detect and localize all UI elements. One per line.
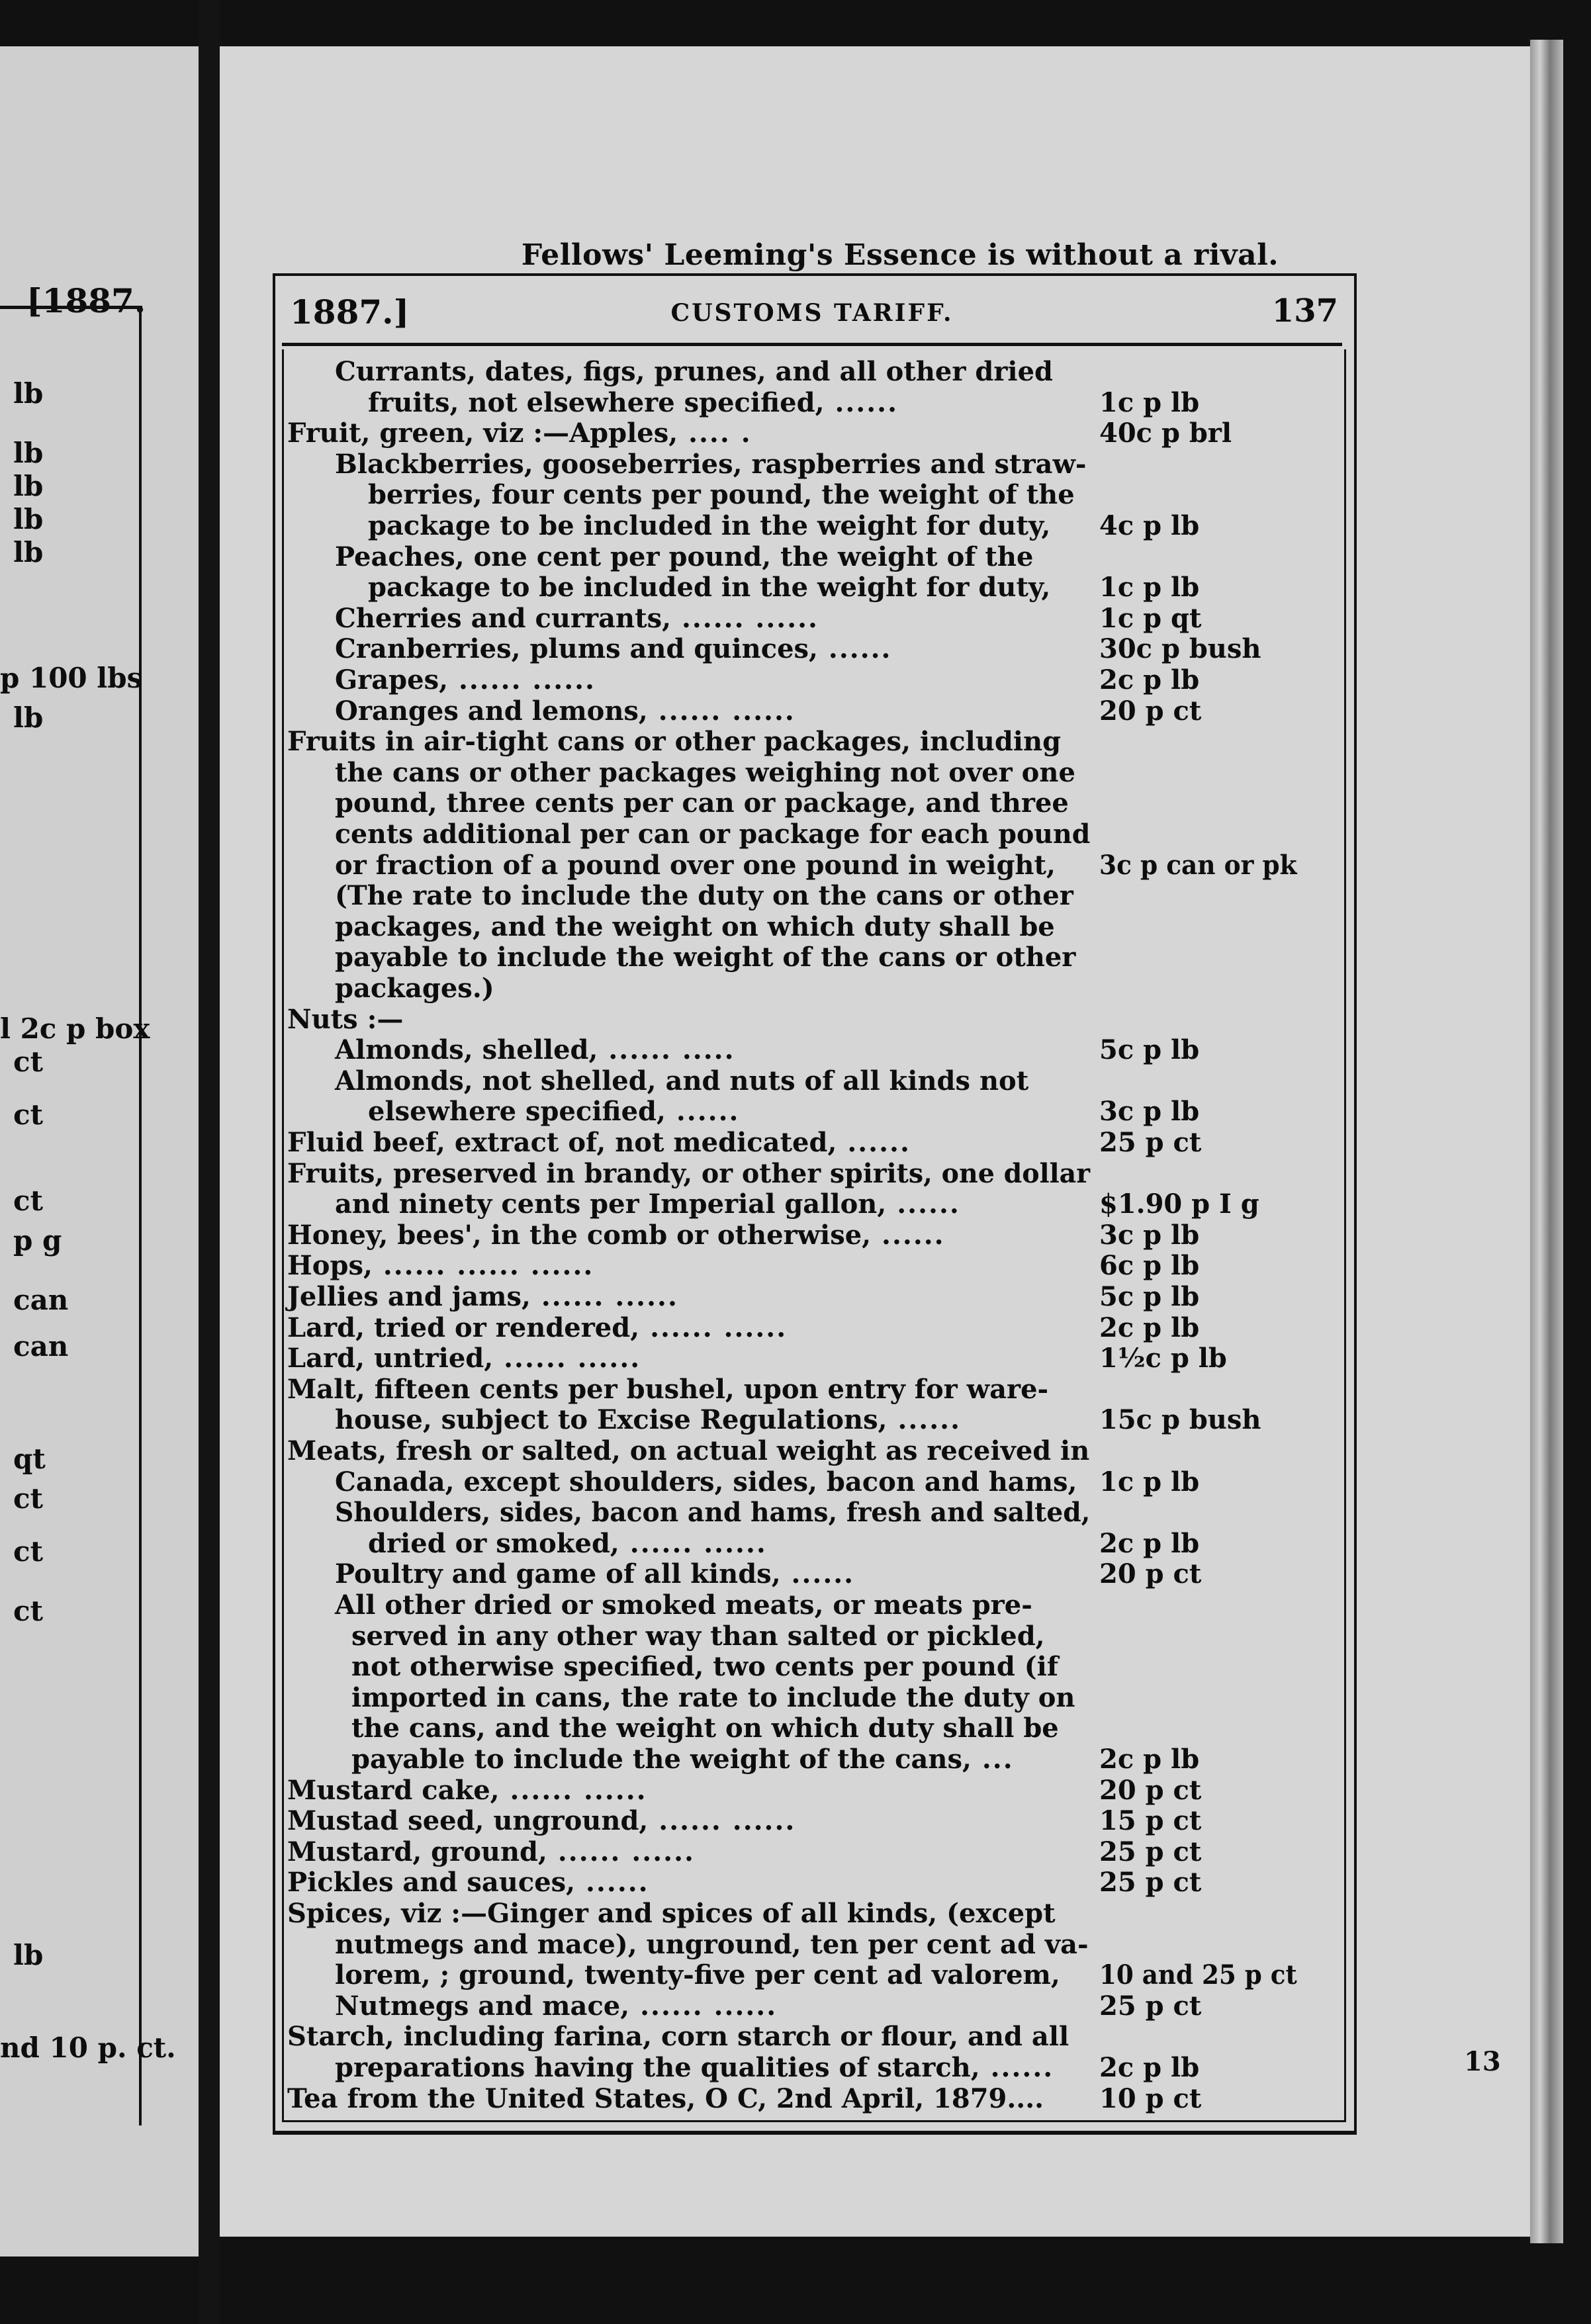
left-fragment: ct	[13, 1595, 43, 1627]
left-fragment: p 100 lbs	[0, 662, 143, 694]
duty-rate: 4c p lb	[1099, 510, 1200, 541]
tariff-line-text: Fruits in air-tight cans or other packages, including	[287, 726, 1062, 758]
tariff-line-text: lorem, ; ground, twenty-five per cent ad valorem,	[335, 1959, 1060, 1991]
tariff-line-text: Honey, bees', in the comb or otherwise,	[287, 1219, 872, 1251]
duty-rate: 1c p qt	[1099, 602, 1202, 634]
duty-rate: 2c p lb	[1099, 664, 1200, 695]
duty-rate: 1c p lb	[1099, 572, 1200, 603]
tariff-line	[287, 1005, 403, 1034]
tariff-line	[287, 1899, 1056, 1928]
tariff-line	[335, 881, 1073, 911]
duty-rate: 25 p ct	[1099, 1867, 1202, 1899]
tariff-line-text: (The rate to include the duty on the cans or other	[335, 880, 1073, 912]
tariff-line	[351, 1745, 1014, 1774]
page-edge	[1530, 40, 1563, 2243]
page-number: 137	[1271, 292, 1338, 330]
tariff-line	[335, 820, 1090, 849]
duty-rate: 2c p lb	[1099, 1312, 1200, 1343]
tariff-line-text: nutmegs and mace), unground, ten per cent ad va-	[335, 1928, 1089, 1960]
tariff-line	[335, 1190, 960, 1219]
tariff-line-text: Pickles and sauces,	[287, 1867, 576, 1899]
left-fragment: lb	[13, 470, 44, 502]
left-fragment: ct	[13, 1482, 43, 1515]
leader-dots: ...... ......	[619, 1527, 767, 1559]
leader-dots: ...... ......	[647, 695, 796, 727]
leader-dots: .... .	[678, 418, 752, 449]
tariff-line-text: Fruits, preserved in brandy, or other spirits, one dollar	[287, 1157, 1091, 1189]
tariff-line-text: Starch, including farina, corn starch or flour, and all	[287, 2021, 1069, 2053]
tariff-line	[335, 450, 1087, 479]
tariff-line-text: Hops,	[287, 1250, 373, 1282]
tariff-line	[335, 604, 819, 633]
tariff-line	[335, 1930, 1089, 1959]
tariff-line	[351, 1714, 1059, 1743]
tariff-line-text: the cans, and the weight on which duty shall be	[351, 1713, 1059, 1744]
left-header-year: [1887.	[26, 281, 146, 320]
tariff-line	[287, 1282, 678, 1312]
tariff-line	[287, 727, 1061, 756]
leader-dots: ...... ......	[493, 1343, 641, 1374]
tariff-line	[368, 512, 1050, 541]
tariff-line-text: cents additional per can or package for each pound	[335, 819, 1091, 850]
right-page	[220, 46, 1530, 2237]
tariff-line	[368, 1529, 767, 1558]
tariff-line-text: Cranberries, plums and quinces,	[335, 633, 818, 665]
tariff-line-text: and ninety cents per Imperial gallon,	[335, 1188, 887, 1220]
leader-dots: ...... .....	[598, 1034, 735, 1066]
duty-rate: 2c p lb	[1099, 2052, 1200, 2083]
tariff-line	[287, 1344, 641, 1373]
tariff-line	[287, 1868, 649, 1897]
duty-rate: 1c p lb	[1099, 386, 1200, 418]
tariff-line-text: Blackberries, gooseberries, raspberries and straw-	[335, 448, 1087, 480]
tariff-line-text: Malt, fifteen cents per bushel, upon entry for ware-	[287, 1373, 1049, 1405]
leader-dots: ......	[886, 1188, 960, 1220]
leader-dots: ...... ...... ......	[372, 1250, 594, 1282]
duty-rate: 3c p can or pk	[1099, 849, 1297, 881]
tariff-line-text: packages.)	[335, 973, 494, 1004]
tariff-line-text: Mustad seed, unground,	[287, 1805, 649, 1837]
tariff-line-text: Meats, fresh or salted, on actual weight as received in	[287, 1435, 1090, 1466]
left-fragment: lb	[13, 377, 44, 410]
tariff-line-text: Poultry and game of all kinds,	[335, 1558, 781, 1590]
tariff-line-text: Canada, except shoulders, sides, bacon and hams,	[335, 1466, 1077, 1497]
tariff-line-text: fruits, not elsewhere specified,	[368, 386, 825, 418]
tariff-line	[351, 1622, 1045, 1651]
duty-rate: 20 p ct	[1099, 1774, 1202, 1806]
tariff-line-text: Nutmegs and mace,	[335, 1990, 630, 2022]
tariff-line	[335, 543, 1033, 572]
leader-dots: ......	[780, 1558, 855, 1590]
tariff-line	[368, 1097, 739, 1126]
leader-dots: ...... ......	[530, 1281, 678, 1312]
tariff-line-text: berries, four cents per pound, the weight of the	[368, 479, 1075, 511]
left-fragment: lb	[13, 701, 44, 734]
tariff-line-text: Cherries and currants,	[335, 602, 672, 634]
tariff-line	[287, 1221, 945, 1250]
duty-rate: 2c p lb	[1099, 1744, 1200, 1775]
tariff-line-text: Almonds, not shelled, and nuts of all kinds not	[335, 1065, 1029, 1096]
tariff-line	[335, 1591, 1032, 1620]
tariff-line-text: Currants, dates, figs, prunes, and all other dried	[335, 356, 1054, 387]
tariff-line	[368, 388, 898, 418]
leader-dots: ...... ......	[648, 1805, 796, 1837]
tariff-line-text: Grapes,	[335, 664, 449, 695]
tariff-line-text: imported in cans, the rate to include the duty on	[351, 1681, 1075, 1713]
tariff-line	[335, 1992, 777, 2021]
duty-rate: 5c p lb	[1099, 1281, 1200, 1312]
tariff-line-text: Fruit, green, viz :—Apples,	[287, 418, 678, 449]
tariff-line	[287, 419, 752, 448]
tariff-line-text: served in any other way than salted or pickled,	[351, 1620, 1045, 1652]
duty-rate: 10 and 25 p ct	[1099, 1959, 1297, 1991]
duty-rate: 30c p bush	[1099, 633, 1261, 665]
duty-rate: 3c p lb	[1099, 1096, 1200, 1128]
bottom-rule	[273, 2131, 1357, 2133]
tariff-line	[335, 913, 1055, 942]
tariff-line-text: Oranges and lemons,	[335, 695, 648, 727]
tariff-line-text: the cans or other packages weighing not over one	[335, 756, 1075, 788]
left-header-rule	[0, 306, 142, 309]
left-fragment: ct	[13, 1098, 43, 1131]
leader-dots: ......	[824, 386, 898, 418]
duty-rate: 20 p ct	[1099, 1558, 1202, 1590]
tariff-line	[335, 1067, 1028, 1096]
leader-dots: ......	[887, 1404, 961, 1436]
left-fragment: qt	[13, 1443, 46, 1475]
left-fragment: p g	[13, 1224, 62, 1257]
tariff-line-text: house, subject to Excise Regulations,	[335, 1404, 887, 1436]
tariff-line	[287, 1251, 594, 1280]
tariff-line	[287, 2022, 1069, 2051]
tariff-line-text: Lard, tried or rendered,	[287, 1312, 640, 1343]
duty-rate: 25 p ct	[1099, 1127, 1202, 1158]
leader-dots: ...... ......	[448, 664, 596, 695]
tariff-line-text: Spices, viz :—Ginger and spices of all kinds, (except	[287, 1898, 1056, 1929]
tariff-line	[287, 1437, 1089, 1466]
running-head: Fellows' Leeming's Essence is without a rival.	[521, 238, 1279, 272]
tariff-line	[287, 1375, 1048, 1404]
left-fragment: ct	[13, 1046, 43, 1078]
leader-dots: ...... ......	[629, 1990, 778, 2022]
tariff-line	[287, 1807, 796, 1836]
tariff-line	[287, 1838, 695, 1867]
left-fragment: can	[13, 1284, 69, 1316]
duty-rate: 20 p ct	[1099, 695, 1202, 727]
tariff-line	[335, 697, 796, 726]
duty-rate: 40c p brl	[1099, 418, 1232, 449]
duty-rate: 6c p lb	[1099, 1250, 1200, 1282]
tariff-line-text: or fraction of a pound over one pound in weight,	[335, 849, 1056, 881]
duty-rate: 1c p lb	[1099, 1466, 1200, 1497]
left-fragment: ct	[13, 1535, 43, 1568]
tariff-line	[287, 1159, 1090, 1188]
tariff-line	[335, 758, 1075, 787]
tariff-line-text: dried or smoked,	[368, 1527, 619, 1559]
tariff-line	[335, 1406, 961, 1435]
header-year: 1887.]	[290, 292, 410, 332]
tariff-line	[351, 1652, 1058, 1681]
tariff-line	[368, 480, 1075, 510]
page-header	[282, 292, 1342, 339]
tariff-line	[287, 2084, 1044, 2114]
tariff-line-text: preparations having the qualities of starch,	[335, 2052, 980, 2083]
book-gutter	[199, 0, 220, 2324]
left-page-fragment	[0, 46, 199, 2257]
tariff-line-text: packages, and the weight on which duty shall be	[335, 911, 1055, 942]
left-frame-rule	[139, 306, 142, 2125]
leader-dots: ......	[871, 1219, 945, 1251]
leader-dots: ...... ......	[547, 1836, 695, 1867]
tariff-line-text: Mustard, ground,	[287, 1836, 547, 1867]
header-rule	[282, 343, 1342, 346]
duty-rate: 2c p lb	[1099, 1527, 1200, 1559]
tariff-line	[287, 1776, 647, 1805]
tariff-line-text: elsewhere specified,	[368, 1096, 666, 1128]
leader-dots: ...... ......	[671, 602, 819, 634]
tariff-line	[335, 851, 1056, 880]
tariff-line-text: Peaches, one cent per pound, the weight of the	[335, 541, 1034, 572]
leader-dots: ...	[971, 1744, 1014, 1775]
header-title: CUSTOMS TARIFF.	[670, 299, 954, 327]
signature-mark: 13	[1464, 2046, 1501, 2077]
duty-rate: 5c p lb	[1099, 1034, 1200, 1066]
tariff-line	[287, 1314, 787, 1343]
tariff-line	[335, 2053, 1054, 2082]
tariff-line-text: pound, three cents per can or package, and three	[335, 787, 1069, 819]
tariff-line-text: All other dried or smoked meats, or meats pre-	[335, 1589, 1032, 1621]
duty-rate: 3c p lb	[1099, 1219, 1200, 1251]
tariff-line	[335, 1036, 735, 1065]
tariff-line-text: Lard, untried,	[287, 1343, 494, 1374]
tariff-line	[287, 1128, 911, 1157]
tariff-line	[351, 1683, 1075, 1713]
tariff-line-text: Jellies and jams,	[287, 1281, 531, 1312]
duty-rate: 25 p ct	[1099, 1836, 1202, 1867]
tariff-line-text: Tea from the United States, O C, 2nd April, 1879....	[287, 2082, 1044, 2114]
leader-dots: ......	[665, 1096, 740, 1128]
leader-dots: ...... ......	[499, 1774, 647, 1806]
leader-dots: ......	[817, 633, 892, 665]
tariff-line	[335, 635, 891, 664]
tariff-line-text: Nuts :—	[287, 1003, 404, 1035]
duty-rate: 1½c p lb	[1099, 1343, 1227, 1374]
left-fragment: lb	[13, 536, 44, 568]
left-fragment: ct	[13, 1184, 43, 1217]
tariff-line-text: package to be included in the weight for duty,	[368, 572, 1051, 603]
tariff-line	[335, 789, 1069, 818]
tariff-line-text: payable to include the weight of the cans or other	[335, 942, 1076, 973]
left-fragment: can	[13, 1330, 69, 1363]
tariff-line	[335, 357, 1053, 386]
tariff-line-text: not otherwise specified, two cents per pound (if	[351, 1651, 1059, 1683]
tariff-line	[335, 1468, 1077, 1497]
tariff-line	[335, 974, 494, 1003]
tariff-line	[368, 573, 1050, 602]
duty-rate: 25 p ct	[1099, 1990, 1202, 2022]
tariff-line-text: Almonds, shelled,	[335, 1034, 598, 1066]
tariff-line-text: Fluid beef, extract of, not medicated,	[287, 1127, 837, 1158]
duty-rate: 15 p ct	[1099, 1805, 1202, 1837]
tariff-line	[335, 943, 1075, 972]
tariff-line-text: package to be included in the weight for duty,	[368, 510, 1051, 541]
left-fragment: lb	[13, 437, 44, 469]
left-fragment: lb	[13, 503, 44, 535]
duty-rate: $1.90 p I g	[1099, 1188, 1259, 1220]
leader-dots: ......	[575, 1867, 649, 1899]
left-fragment: l 2c p box	[0, 1012, 150, 1045]
tariff-line	[335, 1961, 1060, 1990]
tariff-line	[335, 666, 596, 695]
duty-rate: 15c p bush	[1099, 1404, 1261, 1436]
leader-dots: ...... ......	[639, 1312, 788, 1343]
tariff-line-text: payable to include the weight of the cans,	[351, 1744, 972, 1775]
tariff-line-text: Shoulders, sides, bacon and hams, fresh and salted,	[335, 1497, 1091, 1529]
tariff-line	[335, 1560, 854, 1589]
duty-rate: 10 p ct	[1099, 2082, 1202, 2114]
tariff-line	[335, 1498, 1090, 1527]
leader-dots: ......	[837, 1127, 911, 1158]
left-fragment: nd 10 p. ct.	[0, 2032, 176, 2064]
leader-dots: ......	[979, 2052, 1054, 2083]
tariff-entries	[282, 355, 1342, 2122]
tariff-line-text: Mustard cake,	[287, 1774, 500, 1806]
left-fragment: lb	[13, 1939, 44, 1971]
